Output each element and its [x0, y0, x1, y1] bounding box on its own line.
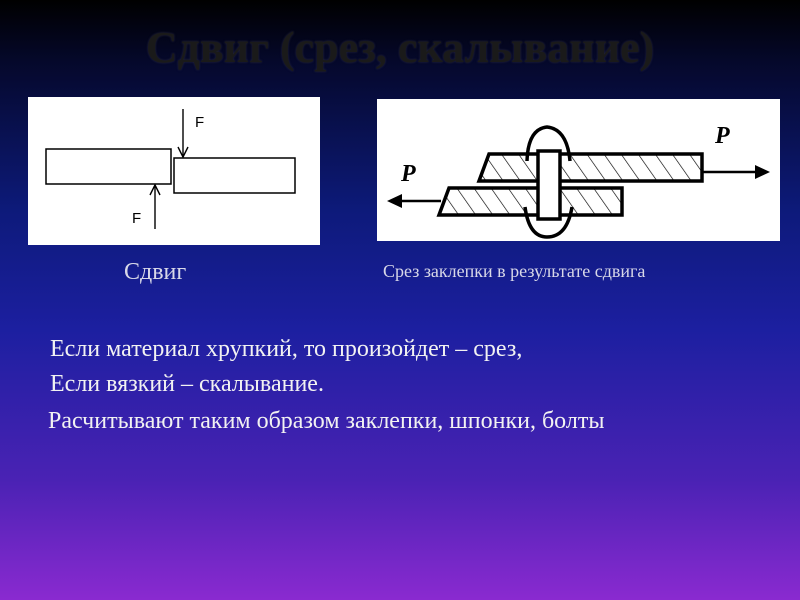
slide-title: Сдвиг (срез, скалывание) — [145, 23, 655, 72]
body-line-application: Расчитывают таким образом заклепки, шпонки, болты — [48, 408, 605, 434]
force-label-top: F — [195, 114, 205, 131]
force-label-left: P — [401, 161, 416, 187]
body-line-ductile: Если вязкий – скалывание. — [50, 371, 324, 397]
force-label-bottom: F — [132, 210, 142, 227]
body-line-brittle: Если материал хрупкий, то произойдет – срез, — [50, 336, 523, 362]
force-arrow-right — [702, 165, 770, 179]
force-arrow-down — [178, 109, 188, 157]
rivet-diagram-drawing — [377, 99, 780, 241]
upper-plate — [479, 154, 702, 181]
shear-diagram-drawing — [28, 97, 320, 245]
rivet-diagram — [377, 99, 780, 241]
rivet-shank — [538, 151, 560, 219]
lower-plate — [439, 188, 622, 215]
right-bar — [174, 158, 295, 193]
shear-diagram — [28, 97, 320, 245]
rivet-caption: Срез заклепки в результате сдвига — [383, 261, 646, 281]
force-label-right: P — [715, 123, 730, 149]
force-arrow-up — [150, 185, 160, 229]
shear-caption: Сдвиг — [124, 259, 187, 285]
force-arrow-left — [387, 194, 441, 208]
left-bar — [46, 149, 171, 184]
